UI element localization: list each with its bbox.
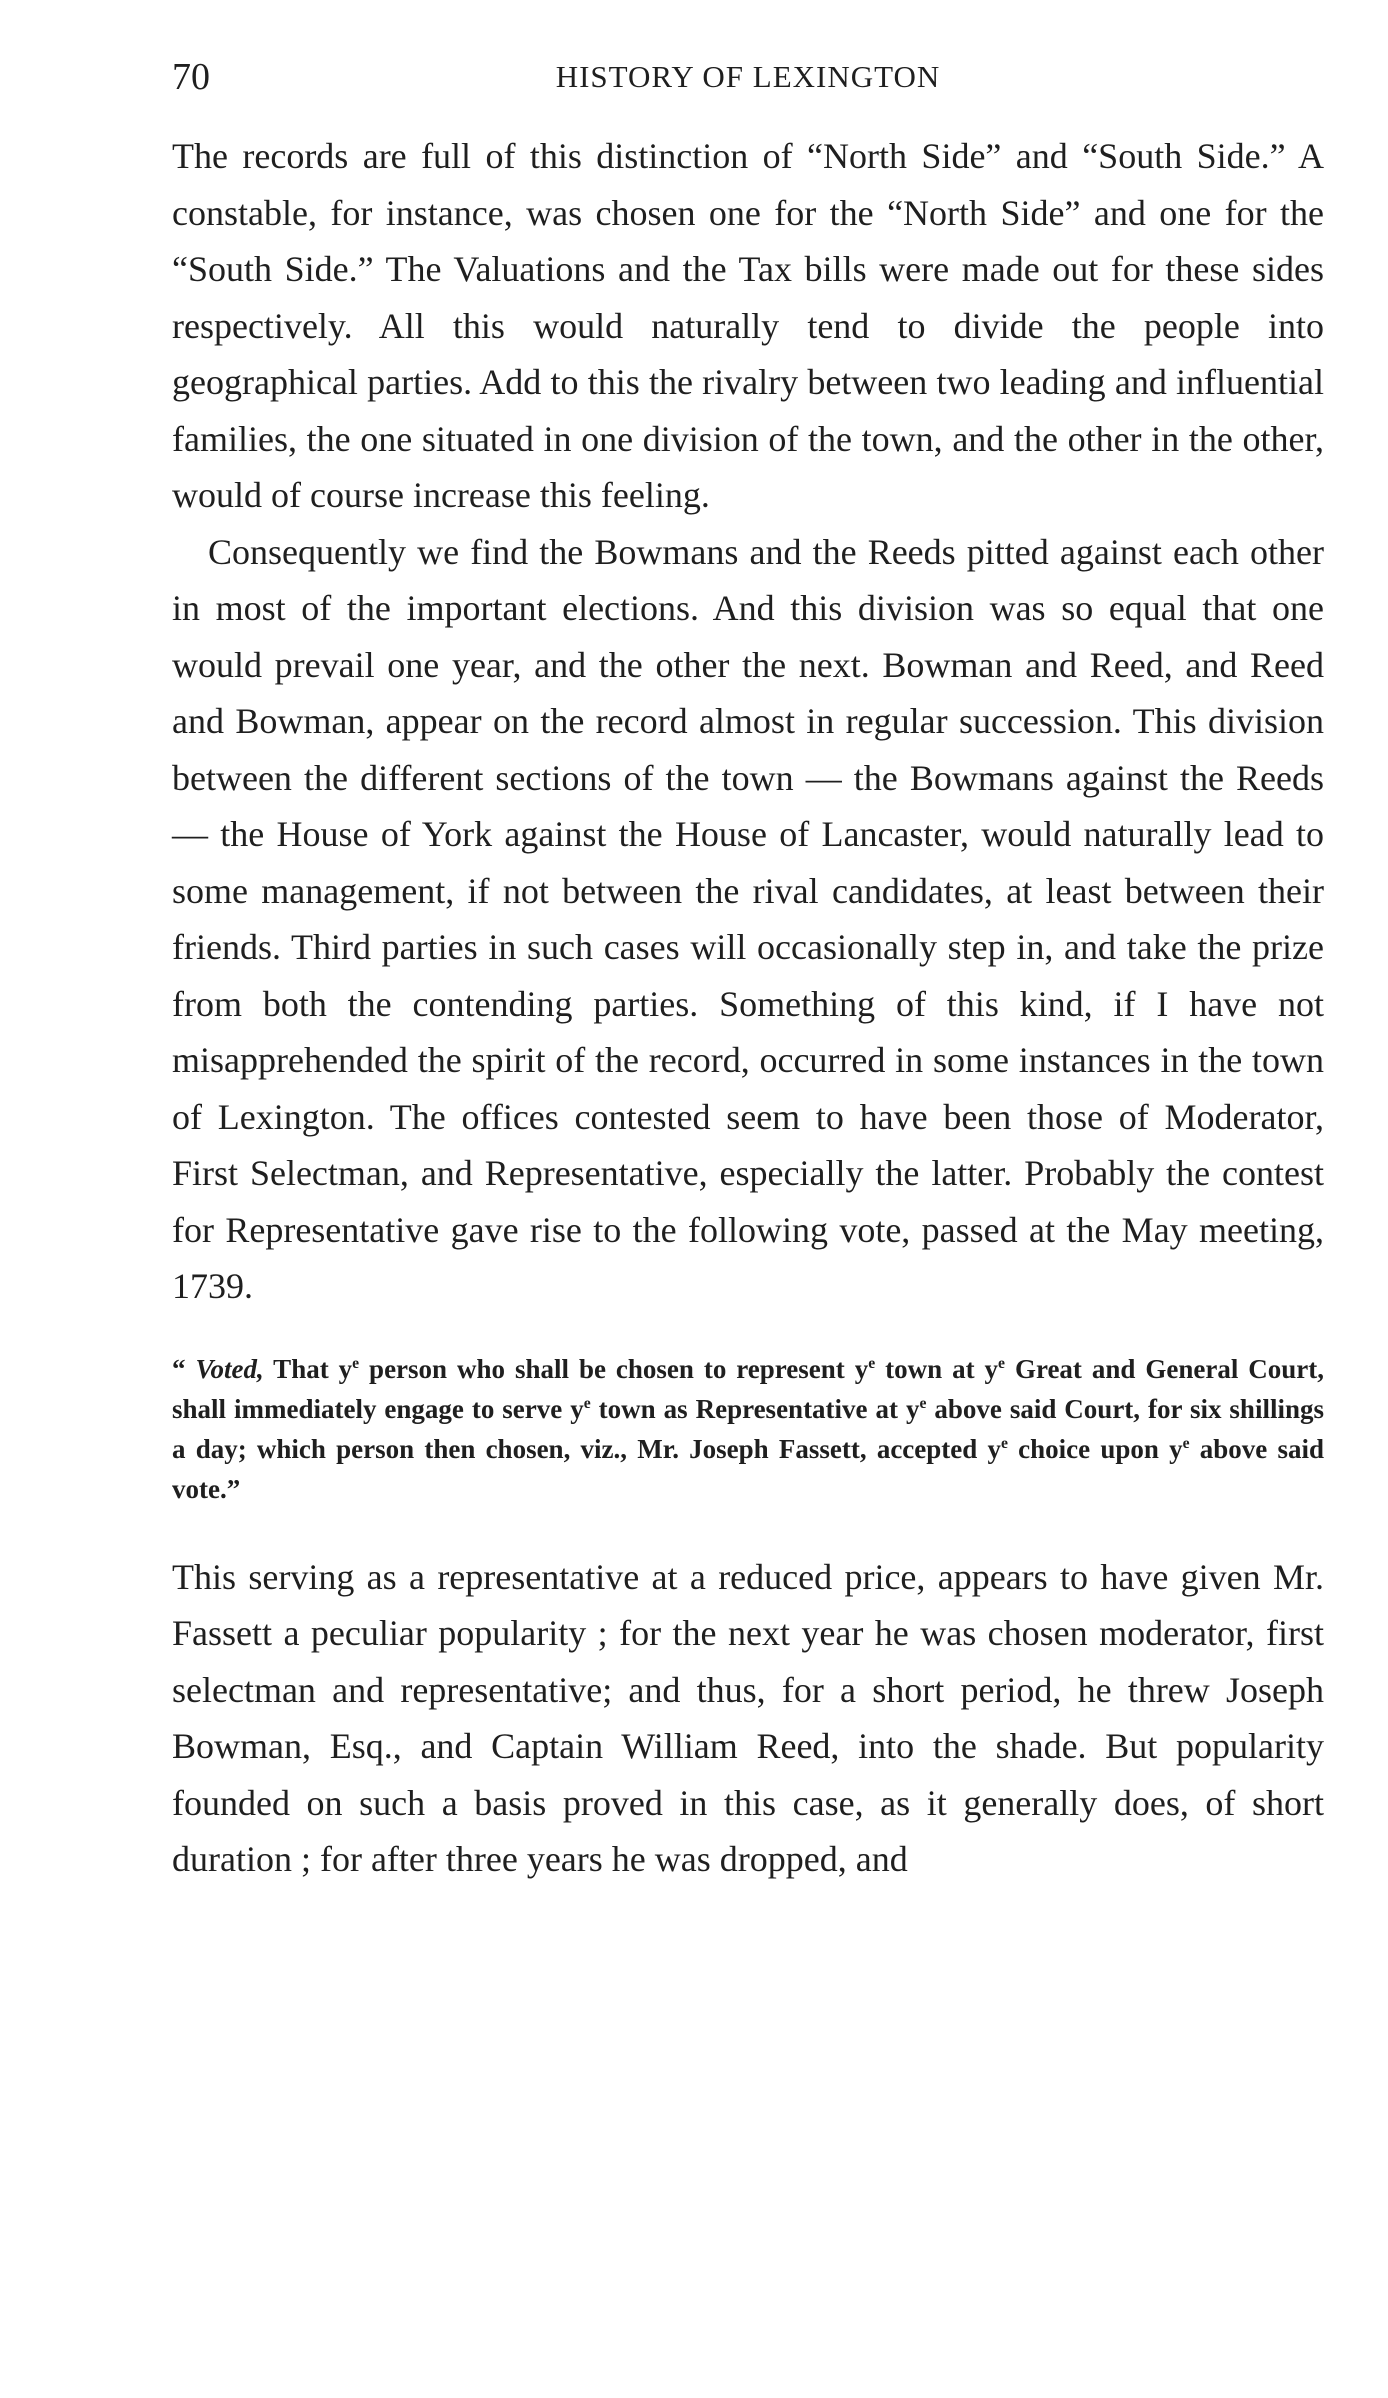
superscript-e: e xyxy=(998,1354,1005,1372)
quote-text-4: Great and General Court, shall immediately engage to serve y xyxy=(172,1353,1325,1424)
superscript-e: e xyxy=(919,1394,927,1412)
quote-text-7: choice upon y xyxy=(1007,1433,1183,1464)
paragraph-fassett: This serving as a representative at a reduced price, appears to have given Mr. Fassett a peculiar popularity ; for the next year he was chosen moderator, first selectman and representative; and thus, for a short period, he threw Joseph Bowman, Esq., and Captain William Reed, into the shade. But popularity founded on such a basis proved in this case, as it generally does, of short duration ; for after three years he was dropped, and xyxy=(172,1556,1324,1879)
quote-open: “ xyxy=(172,1353,196,1384)
running-title: HISTORY OF LEXINGTON xyxy=(555,59,941,94)
quote-text-6: above said Court, for six shillings a day; which person then chosen, viz., Mr. Joseph Fassett, accepted y xyxy=(172,1393,1324,1464)
quote-text-8: above said vote.” xyxy=(172,1433,1324,1504)
block-quote-vote xyxy=(172,1349,1324,1509)
page-header xyxy=(172,52,1324,102)
quote-text-1: That y xyxy=(263,1353,353,1384)
superscript-e: e xyxy=(1182,1434,1190,1452)
superscript-e: e xyxy=(352,1354,360,1372)
quote-voted: Voted, xyxy=(195,1353,264,1384)
paragraph-north-south: The records are full of this distinction of “North Side” and “South Side.” A constable, for instance, was chosen one for the “North Side” and one for the “South Side.” The Valuations and the Tax bills were made out for these sides respectively. All this would naturally tend to divide the people into geographical parties. Add to this the rivalry between two leading and influential families, the one situated in one division of the town, and the other in the other, would of course increase this feeling. xyxy=(172,136,1324,515)
quote-text-2: person who shall be chosen to represent y xyxy=(359,1353,869,1384)
page-number: 70 xyxy=(172,56,210,98)
quote-text-5: town as Representative at y xyxy=(590,1393,920,1424)
book-page xyxy=(172,52,1324,1888)
superscript-e: e xyxy=(868,1354,876,1372)
paragraph-bowmans-reeds: Consequently we find the Bowmans and the Reeds pitted against each other in most of the important elections. And this division was so equal that one would prevail one year, and the other the next. Bowman and Reed, and Reed and Bowman, appear on the record almost in regular succession. This division between the different sections of the town — the Bowmans against the Reeds — the House of York against the House of Lancaster, would naturally lead to some management, if not between the rival candidates, at least between their friends. Third parties in such cases will occasionally step in, and take the prize from both the contending parties. Something of this kind, if I have not misapprehended the spirit of the record, occurred in some instances in the town of Lexington. The offices contested seem to have been those of Moderator, First Selectman, and Representative, especially the latter. Probably the contest for Representative gave rise to the following vote, passed at the May meeting, 1739. xyxy=(172,531,1324,1306)
quote-text-3: town at y xyxy=(875,1353,999,1384)
superscript-e: e xyxy=(1001,1434,1008,1452)
superscript-e: e xyxy=(583,1394,591,1412)
